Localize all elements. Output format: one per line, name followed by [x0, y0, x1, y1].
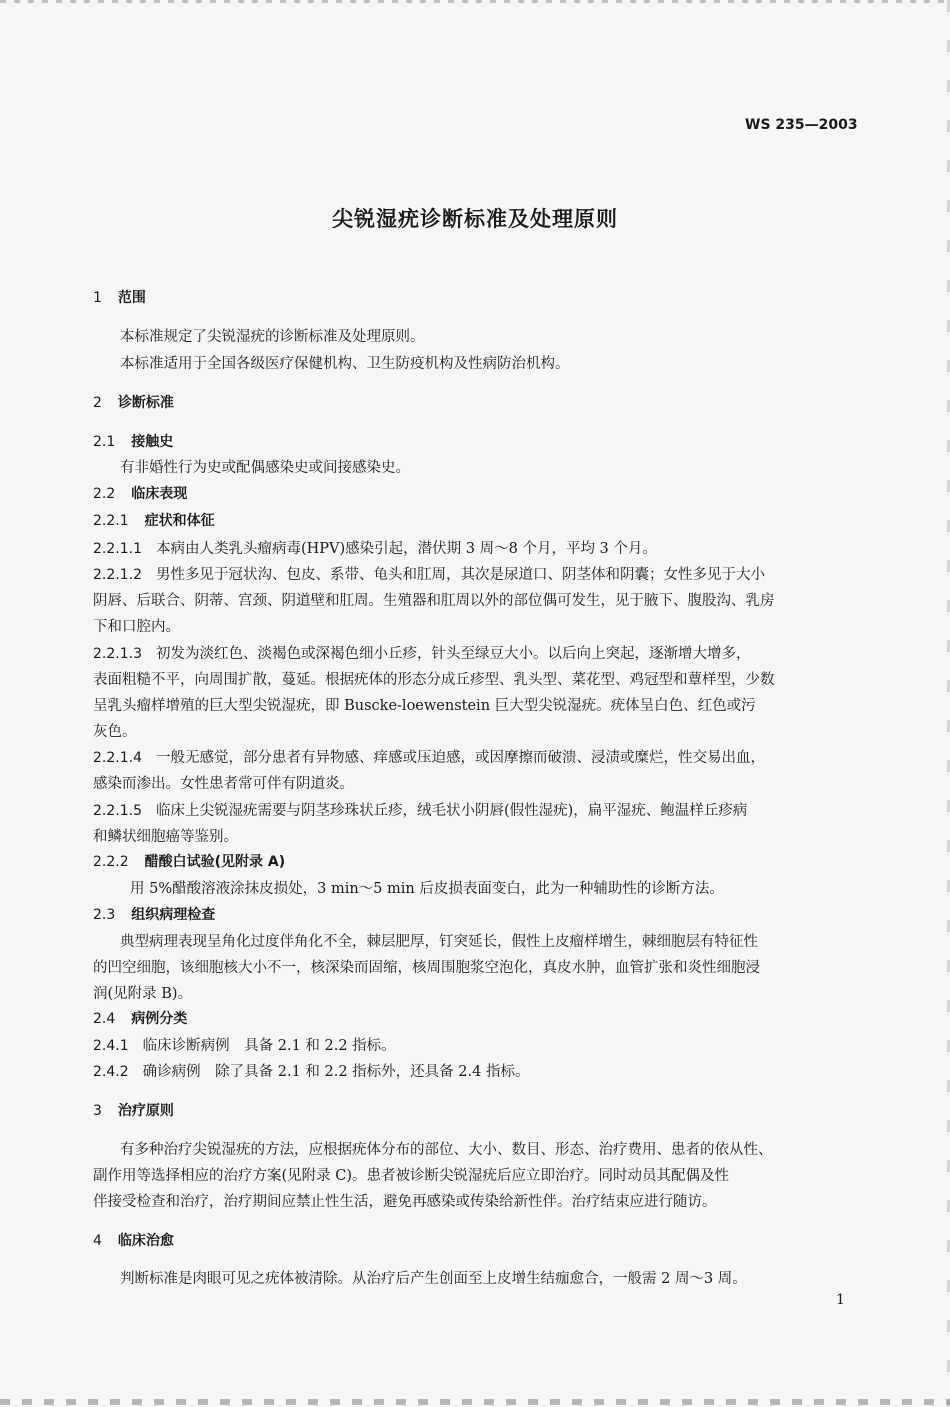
clause-number: 2.2.1.1 [93, 541, 142, 557]
section-label: 治疗原则 [117, 1103, 174, 1119]
section-number: 2 [93, 395, 102, 411]
section-2-heading [93, 392, 174, 412]
scan-artifact-top [0, 0, 950, 3]
section-number: 2.2 [93, 486, 116, 502]
section-label: 临床治愈 [117, 1233, 174, 1249]
section-label: 病例分类 [131, 1011, 188, 1027]
paragraph: 伴接受检查和治疗，治疗期间应禁止性生活，避免再感染或传染给新性伴。治疗结束应进行随访。 [93, 1194, 717, 1210]
section-label: 诊断标准 [117, 395, 174, 411]
standard-code: WS 235—2003 [745, 117, 858, 133]
section-3-heading [93, 1100, 174, 1120]
clause-2-2-1-5 [93, 799, 747, 820]
section-label: 醋酸白试验(见附录 A) [144, 854, 286, 870]
clause-text: 确诊病例 除了具备 2.1 和 2.2 指标外，还具备 2.4 指标。 [142, 1064, 530, 1080]
clause-number: 2.2.1.3 [93, 646, 142, 662]
clause-2-2-1-3 [93, 642, 750, 663]
section-label: 症状和体征 [144, 513, 215, 529]
clause-text: 表面粗糙不平，向周围扩散，蔓延。根据疣体的形态分成丘疹型、乳头型、菜花型、鸡冠型和蕈样型，少数 [93, 672, 775, 688]
clause-2-2-1-2 [93, 563, 765, 584]
section-number: 3 [93, 1103, 102, 1119]
clause-2-4-1 [93, 1034, 396, 1055]
section-number: 2.4 [93, 1011, 116, 1027]
clause-number: 2.2.1.2 [93, 567, 142, 583]
paragraph: 有非婚性行为史或配偶感染史或间接感染史。 [120, 460, 410, 476]
clause-2-4-2 [93, 1060, 529, 1081]
section-2-2-2-heading [93, 851, 285, 871]
section-number: 2.1 [93, 434, 116, 450]
clause-text: 男性多见于冠状沟、包皮、系带、龟头和肛周，其次是尿道口、阴茎体和阴囊；女性多见于大小 [155, 567, 765, 583]
section-label: 临床表现 [131, 486, 188, 502]
section-number: 2.2.1 [93, 513, 129, 529]
section-label: 范围 [117, 290, 146, 306]
page-number: 1 [836, 1292, 845, 1308]
scan-artifact-bottom [0, 1399, 950, 1405]
section-2-1-heading [93, 431, 173, 451]
paragraph: 的凹空细胞，该细胞核大小不一，核深染而固缩，核周围胞浆空泡化，真皮水肿，血管扩张和炎性细胞浸 [93, 960, 760, 976]
clause-text: 一般无感觉，部分患者有异物感、痒感或压迫感，或因摩擦而破溃、浸渍或糜烂，性交易出血， [155, 750, 765, 766]
clause-text: 灰色。 [93, 724, 137, 740]
section-4-heading [93, 1230, 174, 1250]
clause-2-2-1-1 [93, 537, 657, 558]
clause-text: 阴唇、后联合、阴蒂、宫颈、阴道壁和肛周。生殖器和肛周以外的部位偶可发生，见于腋下、腹股沟、乳房 [93, 593, 775, 609]
clause-number: 2.2.1.5 [93, 803, 142, 819]
section-2-2-1-heading [93, 510, 215, 530]
document-title: 尖锐湿疣诊断标准及处理原则 [332, 207, 618, 231]
paragraph: 本标准规定了尖锐湿疣的诊断标准及处理原则。 [120, 329, 425, 345]
section-label: 组织病理检查 [131, 907, 216, 923]
clause-text: 下和口腔内。 [93, 619, 180, 635]
section-label: 接触史 [131, 434, 174, 450]
section-number: 2.2.2 [93, 854, 129, 870]
section-2-2-heading [93, 483, 187, 503]
clause-text: 临床上尖锐湿疣需要与阴茎珍珠状丘疹，绒毛状小阴唇(假性湿疣)，扁平湿疣、鲍温样丘疹病 [155, 803, 748, 819]
section-2-3-heading [93, 904, 215, 924]
section-2-4-heading [93, 1008, 187, 1028]
clause-text: 呈乳头瘤样增殖的巨大型尖锐湿疣，即 Buscke-loewenstein 巨大型尖锐湿疣。疣体呈白色、红色或污 [93, 698, 756, 714]
paragraph: 有多种治疗尖锐湿疣的方法，应根据疣体分布的部位、大小、数目、形态、治疗费用、患者的依从性、 [120, 1142, 773, 1158]
section-number: 1 [93, 290, 102, 306]
paragraph: 润(见附录 B)。 [93, 986, 193, 1002]
paragraph: 本标准适用于全国各级医疗保健机构、卫生防疫机构及性病防治机构。 [120, 356, 570, 372]
clause-text: 本病由人类乳头瘤病毒(HPV)感染引起，潜伏期 3 周～8 个月，平均 3 个月。 [155, 541, 657, 557]
paragraph: 典型病理表现呈角化过度伴角化不全，棘层肥厚，钉突延长，假性上皮瘤样增生，棘细胞层有特征性 [120, 934, 758, 950]
clause-text: 感染而渗出。女性患者常可伴有阴道炎。 [93, 776, 354, 792]
clause-text: 初发为淡红色、淡褐色或深褐色细小丘疹，针头至绿豆大小。以后向上突起，逐渐增大增多， [155, 646, 751, 662]
section-1-heading [93, 287, 146, 307]
paragraph: 用 5%醋酸溶液涂抹皮损处，3 min～5 min 后皮损表面变白，此为一种辅助性的诊断方法。 [130, 881, 724, 897]
section-number: 2.3 [93, 907, 116, 923]
paragraph: 判断标准是肉眼可见之疣体被清除。从治疗后产生创面至上皮增生结痂愈合，一般需 2 周～3 周。 [120, 1271, 747, 1287]
clause-text: 和鳞状细胞癌等鉴别。 [93, 829, 238, 845]
paragraph: 副作用等选择相应的治疗方案(见附录 C)。患者被诊断尖锐湿疣后应立即治疗。同时动员其配偶及性 [93, 1168, 730, 1184]
section-number: 4 [93, 1233, 102, 1249]
clause-number: 2.4.1 [93, 1038, 129, 1054]
clause-text: 临床诊断病例 具备 2.1 和 2.2 指标。 [142, 1038, 396, 1054]
clause-number: 2.4.2 [93, 1064, 129, 1080]
clause-number: 2.2.1.4 [93, 750, 142, 766]
clause-2-2-1-4 [93, 746, 765, 767]
